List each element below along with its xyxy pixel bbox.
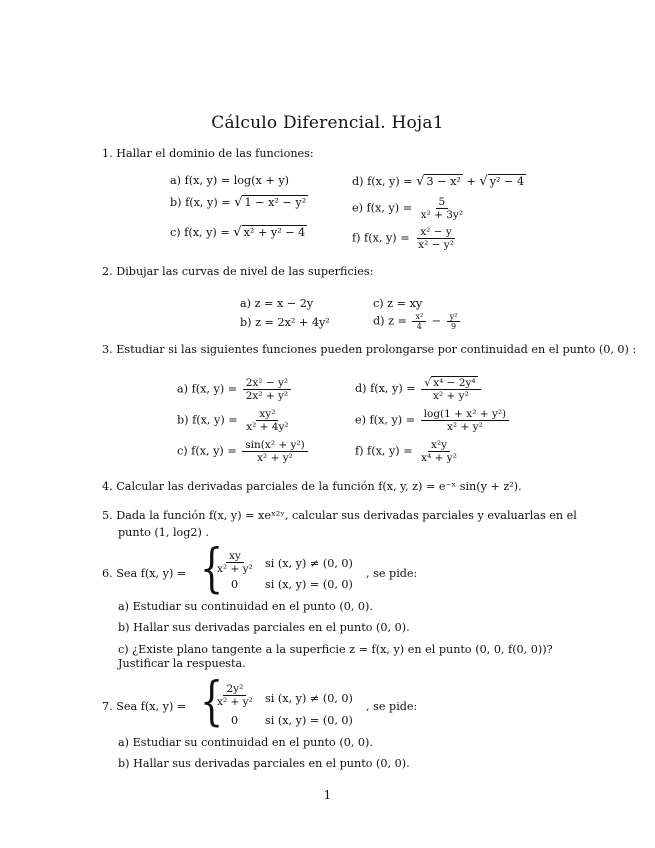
p3-item-a: a) f(x, y) = $\frac{\text{2x² − y²}}{\text{2x² + y²}}$	[177, 377, 293, 402]
p1-item-c: c) f(x, y) = √ x² + y² − 4	[170, 225, 306, 240]
problem-5-line-1: 5. Dada la función f(x, y) = xeˣ²ʸ, calcular sus derivadas parciales y evaluarlas en el	[102, 509, 577, 522]
problem-4-text: 4. Calcular las derivadas parciales de la función f(x, y, z) = e⁻ˣ sin(y + z²).	[102, 480, 522, 493]
p1-b-radicand: 1 − x² − y²	[244, 196, 307, 209]
p1-item-b: b) f(x, y) = √ 1 − x² − y²	[170, 195, 307, 210]
p2-item-c: c) z = xy	[373, 297, 423, 310]
p6-left-brace: {	[200, 539, 224, 599]
p3-a-fraction: $\frac{\text{2x² − y²}}{\text{2x² + y²}}$	[243, 377, 291, 402]
page-title: Cálculo Diferencial. Hoja1	[211, 113, 444, 133]
problem-5-line-2: punto (1, log2) .	[118, 526, 210, 539]
p3-item-e: e) f(x, y) = $\frac{\text{log(1 + x² + y²)}}{\text{x² + y²}}$	[355, 408, 511, 433]
p3-item-b: b) f(x, y) = $\frac{\text{xy²}}{\text{x² + 4y²}}$	[177, 408, 294, 433]
p1-d-radicand-2: y² − 4	[489, 175, 525, 188]
p6-item-c-line-1: c) ¿Existe plano tangente a la superficie z = f(x, y) en el punto (0, 0, f(0, 0))?	[118, 643, 553, 656]
p3-f-fraction: $\frac{\text{x²y}}{\text{x⁴ + y²}}$	[421, 439, 457, 464]
p7-case-1-fraction: $\frac{\text{2y²}}{\text{x² + y²}}$	[217, 683, 253, 708]
p6-item-c-line-2: Justificar la respuesta.	[118, 657, 246, 670]
p1-f-fraction: $\frac{\text{x² − y}}{\text{x² − y²}}$	[418, 226, 454, 251]
p1-item-a: a) f(x, y) = log(x + y)	[170, 174, 290, 187]
p1-item-e: e) f(x, y) = $\frac{5}{\text{x² + 3y²}}$	[352, 196, 468, 221]
p2-item-a: a) z = x − 2y	[240, 297, 314, 310]
p2-item-b: b) z = 2x² + 4y²	[240, 316, 330, 329]
p3-c-fraction: $\frac{\text{sin(x² + y²)}}{\text{x² + y²}}$	[242, 439, 307, 464]
p7-item-a: a) Estudiar su continuidad en el punto (0, 0).	[118, 736, 373, 749]
problem-6-sea: 6. Sea f(x, y) =	[102, 567, 187, 580]
p6-item-a: a) Estudiar su continuidad en el punto (0, 0).	[118, 600, 373, 613]
p1-item-f: f) f(x, y) = $\frac{\text{x² − y}}{\text{x² − y²}}$	[352, 226, 459, 251]
problem-3-heading: 3. Estudiar si las siguientes funciones pueden prolongarse por continuidad en el punto (0, 0) :	[102, 343, 637, 356]
p3-item-c: c) f(x, y) = $\frac{\text{sin(x² + y²)}}{\text{x² + y²}}$	[177, 439, 310, 464]
p7-case-2-condition: si (x, y) = (0, 0)	[265, 714, 353, 727]
p7-case-2-value: 0	[231, 714, 239, 727]
p1-d-radicand-1: 3 − x²	[426, 175, 461, 188]
p6-item-b: b) Hallar sus derivadas parciales en el punto (0, 0).	[118, 621, 410, 634]
p6-case-2-value: 0	[231, 578, 239, 591]
p1-item-d: d) f(x, y) = √ 3 − x² + √ y² − 4	[352, 174, 525, 189]
p6-case-1-fraction: $\frac{xy}{\text{x² + y²}}$	[217, 550, 253, 575]
p7-item-b: b) Hallar sus derivadas parciales en el punto (0, 0).	[118, 757, 410, 770]
p1-e-fraction: $\frac{5}{\text{x² + 3y²}}$	[420, 196, 464, 221]
problem-1-heading: 1. Hallar el dominio de las funciones:	[102, 147, 314, 160]
p2-item-d: d) z = $\frac{\text{x²}}{4}$ − $\frac{\text{y²}}{9}$	[373, 312, 462, 331]
p7-left-brace: {	[200, 672, 224, 732]
p2-d-fraction-1: $\frac{\text{x²}}{4}$	[412, 312, 426, 331]
p1-c-radicand: x² + y² − 4	[243, 226, 306, 239]
p7-case-1-condition: si (x, y) ≠ (0, 0)	[265, 692, 353, 705]
p6-case-1-condition: si (x, y) ≠ (0, 0)	[265, 557, 353, 570]
p6-se-pide: , se pide:	[366, 567, 418, 580]
p7-se-pide: , se pide:	[366, 700, 418, 713]
p3-d-fraction: $\frac{\text{√ x⁴ − 2y⁴}}{\text{x² + y²}}$	[421, 376, 480, 402]
p3-b-fraction: $\frac{\text{xy²}}{\text{x² + 4y²}}$	[246, 408, 289, 433]
p3-item-f: f) f(x, y) = $\frac{\text{x²y}}{\text{x⁴ + y²}}$	[355, 439, 462, 464]
page-number: 1	[323, 788, 332, 802]
p3-e-fraction: $\frac{\text{log(1 + x² + y²)}}{\text{x² + y²}}$	[421, 408, 510, 433]
p3-item-d: d) f(x, y) = $\frac{\text{√ x⁴ − 2y⁴}}{\text{x² + y²}}$	[355, 376, 483, 402]
problem-2-heading: 2. Dibujar las curvas de nivel de las superficies:	[102, 265, 374, 278]
p6-case-2-condition: si (x, y) = (0, 0)	[265, 578, 353, 591]
problem-7-sea: 7. Sea f(x, y) =	[102, 700, 187, 713]
p2-d-fraction-2: $\frac{\text{y²}}{9}$	[447, 312, 461, 331]
